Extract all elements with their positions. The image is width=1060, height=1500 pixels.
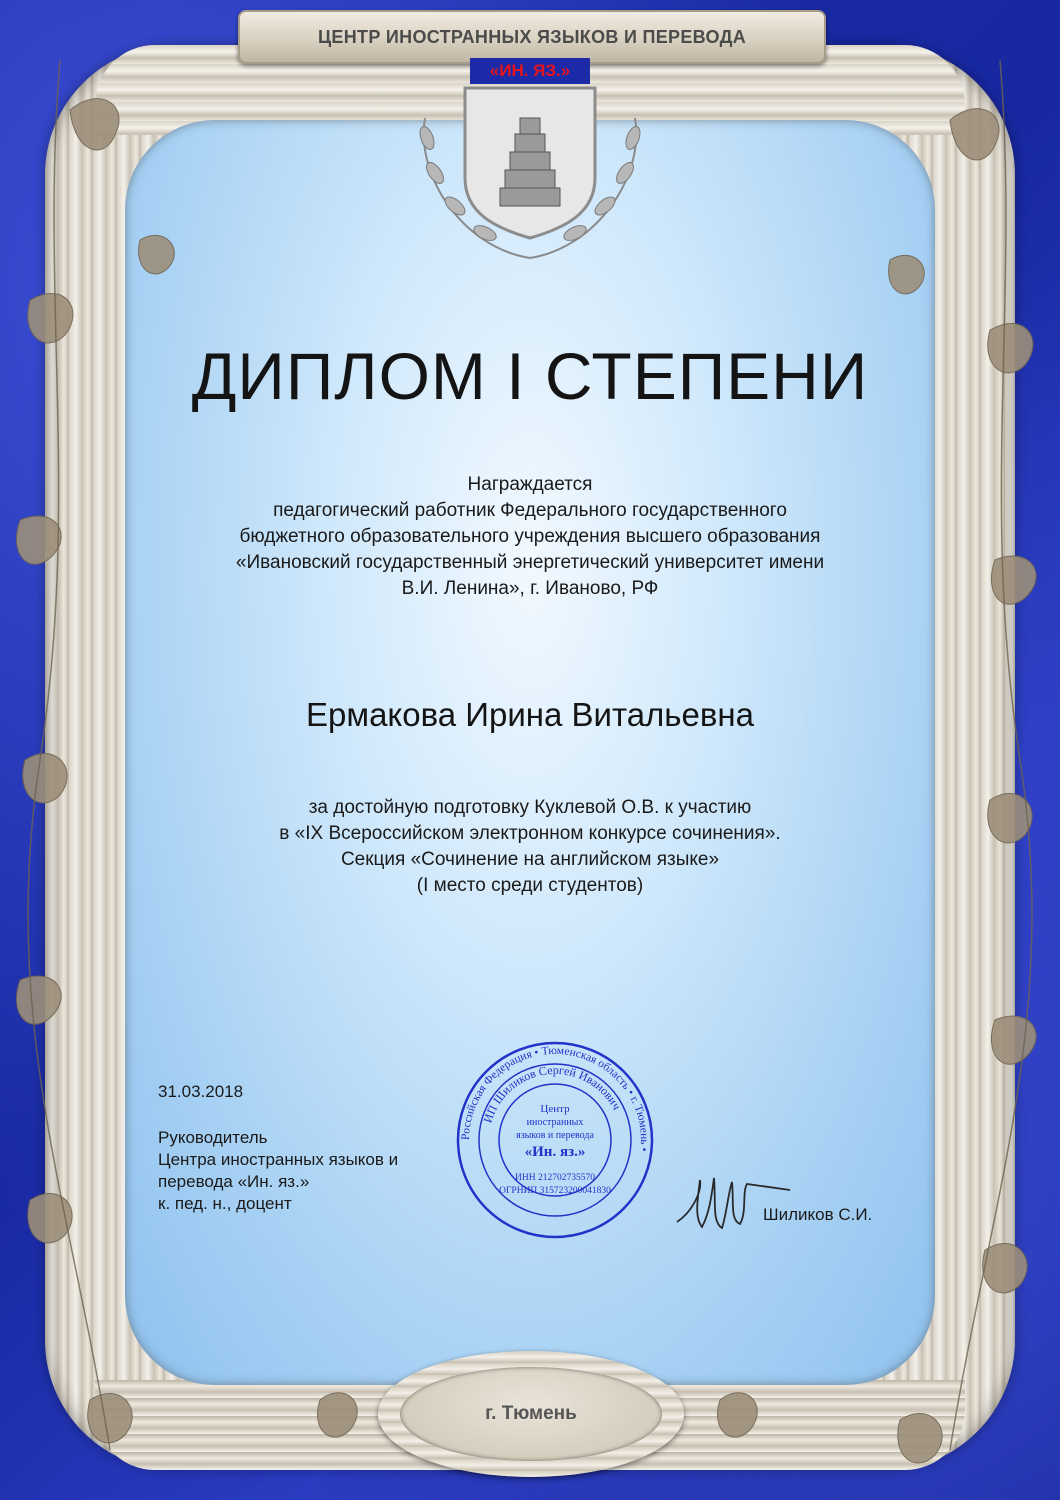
award-reason	[140, 795, 920, 899]
issue-date: 31.03.2018	[158, 1082, 244, 1101]
award-reason-line: Секция «Сочинение на английском языке»	[340, 849, 720, 870]
stamp-center-line: Центр	[540, 1103, 570, 1115]
signatory-position-line: Руководитель	[158, 1128, 268, 1147]
signatory-position-line: Центра иностранных языков и	[158, 1150, 399, 1169]
award-reason-line: за достойную подготовку Куклевой О.В. к участию	[308, 797, 752, 818]
award-reason-line: (I место среди студентов)	[416, 875, 644, 896]
award-intro-line: «Ивановский государственный энергетический университет имени	[235, 552, 825, 573]
signatory-position-line: к. пед. н., доцент	[158, 1194, 292, 1213]
diploma-title: ДИПЛОМ I СТЕПЕНИ	[191, 339, 869, 413]
signatory-name: Шиликов С.И.	[763, 1205, 873, 1224]
stamp-center-line: языков и перевода	[516, 1130, 594, 1141]
award-reason-line: в «IX Всероссийском электронном конкурсе сочинения».	[279, 823, 781, 844]
stamp-outer-text: Российская Федерация • Тюменская область • г. Тюмень •	[459, 1044, 651, 1153]
award-intro	[140, 472, 920, 602]
award-intro-line: Награждается	[467, 474, 593, 495]
organization-short-name: «ИН. ЯЗ.»	[470, 58, 590, 84]
stamp-center-line: «Ин. яз.»	[524, 1144, 586, 1160]
recipient-name: Ермакова Ирина Витальевна	[306, 696, 754, 733]
stamp-inner-text: ИП Шиликов Сергей Иванович	[480, 1062, 624, 1125]
stamp-center-line: иностранных	[526, 1117, 584, 1128]
organization-banner	[238, 10, 826, 64]
award-intro-line: бюджетного образовательного учреждения высшего образования	[239, 526, 821, 547]
signatory-position-line: перевода «Ин. яз.»	[158, 1172, 310, 1191]
city-plaque	[378, 1351, 684, 1477]
signatory-position	[158, 1127, 398, 1215]
stamp-ogrnip: ОГРНИП 315723200041830	[499, 1186, 611, 1196]
award-intro-line: В.И. Ленина», г. Иваново, РФ	[401, 578, 659, 599]
city-plaque-inner	[400, 1367, 662, 1461]
tower-emblem-icon	[405, 78, 655, 268]
city-name: г. Тюмень	[485, 1403, 577, 1424]
stamp-inn: ИНН 212702735570	[515, 1173, 595, 1183]
award-intro-line: педагогический работник Федерального государственного	[273, 500, 787, 521]
official-stamp	[455, 1040, 655, 1240]
organization-name: ЦЕНТР ИНОСТРАННЫХ ЯЗЫКОВ И ПЕРЕВОДА	[317, 26, 747, 47]
